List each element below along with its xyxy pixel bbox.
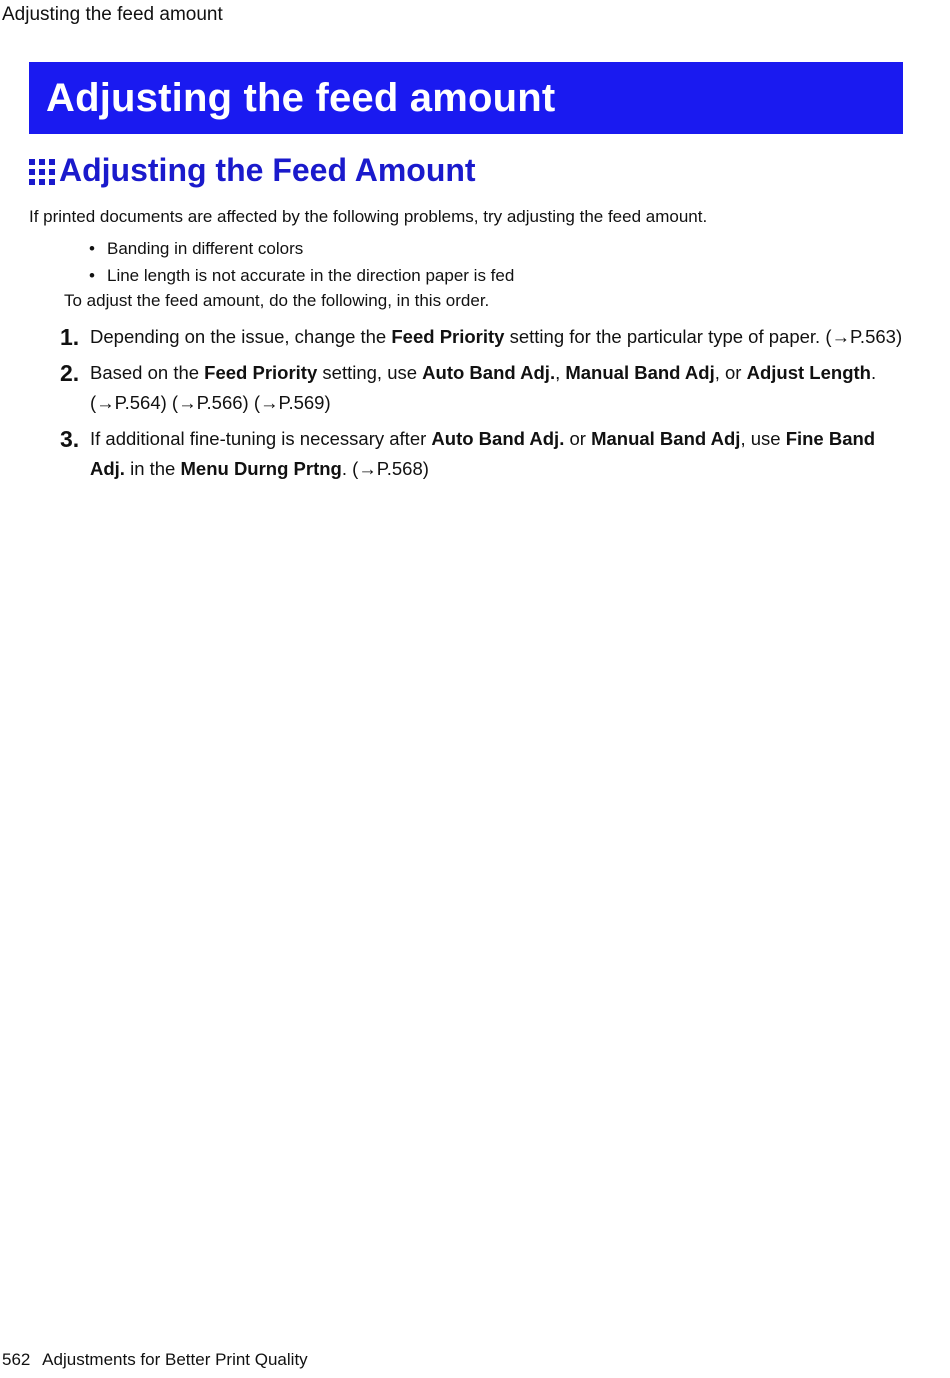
- step-text-segment: in the: [124, 458, 181, 479]
- step-item: [60, 358, 905, 418]
- step-text-segment: setting for the particular type of paper. (→P.563): [504, 326, 903, 347]
- step-item: [60, 322, 905, 352]
- step-text-segment: Based on the: [90, 362, 205, 383]
- step-number: 3.: [60, 426, 80, 452]
- step-number: 2.: [60, 360, 80, 386]
- steps-list: [60, 322, 905, 490]
- setting-name: Manual Band Adj: [591, 428, 741, 449]
- setting-name: Auto Band Adj.: [431, 428, 565, 449]
- section-title: Adjusting the Feed Amount: [59, 152, 476, 188]
- step-text: [90, 424, 905, 484]
- step-text-segment: , use: [740, 428, 786, 449]
- step-text: [90, 322, 902, 352]
- step-number: 1.: [60, 324, 80, 350]
- setting-name: Auto Band Adj.: [422, 362, 556, 383]
- bullet-icon: •: [89, 239, 95, 258]
- step-text-segment: . (→P.568): [341, 458, 429, 479]
- setting-name: Fine Band Adj.: [90, 428, 876, 479]
- step-item: [60, 424, 905, 484]
- running-header: Adjusting the feed amount: [2, 4, 223, 25]
- bullet-icon: •: [89, 266, 95, 285]
- setting-name: Adjust Length: [746, 362, 871, 383]
- chapter-title: Adjustments for Better Print Quality: [42, 1350, 308, 1369]
- step-text-segment: ,: [555, 362, 566, 383]
- list-item: • Line length is not accurate in the direction paper is fed: [89, 265, 514, 292]
- step-text-segment: Depending on the issue, change the: [90, 326, 392, 347]
- order-note: To adjust the feed amount, do the following, in this order.: [64, 291, 490, 310]
- page-title: Adjusting the feed amount: [46, 75, 556, 120]
- setting-name: Feed Priority: [391, 326, 505, 347]
- title-banner: [29, 62, 903, 134]
- setting-name: Menu Durng Prtng: [180, 458, 342, 479]
- page-footer: [2, 1350, 308, 1370]
- intro-paragraph: If printed documents are affected by the following problems, try adjusting the feed amount.: [29, 207, 708, 226]
- setting-name: Feed Priority: [204, 362, 318, 383]
- step-text-segment: . (→P.564) (→P.566) (→P.569): [90, 362, 877, 413]
- step-text: [90, 358, 905, 418]
- step-text-segment: setting, use: [317, 362, 423, 383]
- step-text-segment: or: [564, 428, 592, 449]
- page-number: 562: [2, 1350, 31, 1369]
- step-text-segment: , or: [714, 362, 747, 383]
- section-heading: [29, 152, 476, 189]
- problem-list: [89, 238, 514, 292]
- step-text-segment: If additional fine-tuning is necessary after: [90, 428, 432, 449]
- grid-icon: [29, 159, 55, 185]
- setting-name: Manual Band Adj: [565, 362, 715, 383]
- list-item: • Banding in different colors: [89, 238, 514, 265]
